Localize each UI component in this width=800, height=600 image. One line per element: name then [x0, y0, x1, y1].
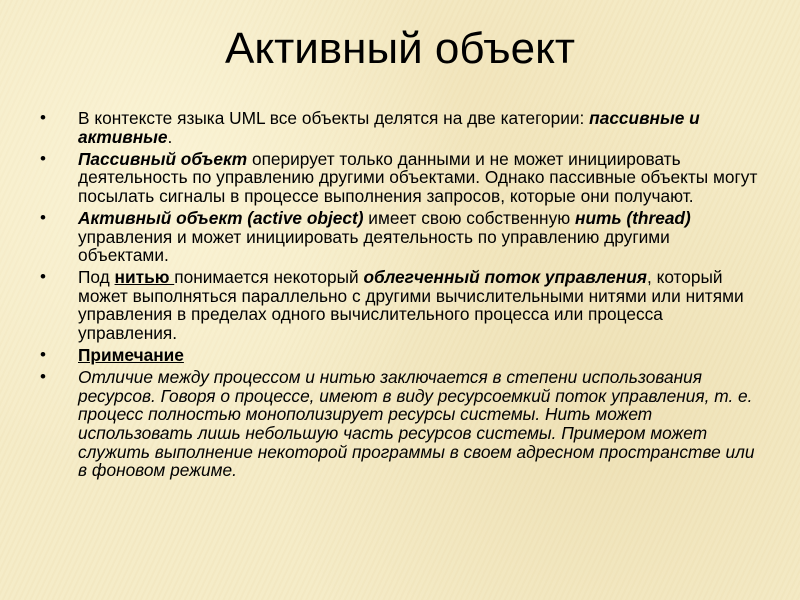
term-thread: нить (thread): [575, 207, 691, 228]
item-text: оперирует только данными и не может инициировать деятельность по управлению другими объектами. Однако пассивные объекты могут посылать сигналы в процессе выполнения запросов, которые они получают.: [78, 148, 758, 206]
slide-title: Активный объект: [224, 24, 575, 73]
item-text: , который может выполняться параллельно с другими вычислительными нитями или нитями управления в пределах одного вычислительного процесса или процесса управления.: [78, 267, 744, 344]
bullet-icon: •: [40, 345, 46, 365]
list-item-note-heading: [40, 346, 760, 365]
item-text: управления и может инициировать деятельность по управлению другими объектами.: [78, 226, 670, 266]
list-item-categories: [40, 109, 760, 146]
list-item-passive-object: [40, 150, 760, 206]
note-text: Отличие между процессом и нитью заключается в степени использования ресурсов. Говоря о процессе, имеют в виду ресурсоемкий поток управления, т. е. процесс полностью монополизирует ресурсы системы. Нить может использовать лишь небольшую часть ресурсов системы. Примером может служить выполнение некоторой программы в своем адресном пространстве или в фоновом режиме.: [78, 367, 755, 481]
emphasis-text: пассивные и активные: [78, 108, 700, 147]
term-passive-object: Пассивный объект: [78, 148, 248, 169]
bullet-list: [40, 109, 760, 483]
item-text: В контексте языка UML все объекты делятся на две категории:: [78, 108, 590, 128]
term-active-object: Активный объект (active object): [78, 207, 364, 228]
bullet-icon: •: [40, 367, 46, 387]
list-item-note-text: [40, 368, 760, 480]
item-text: Под: [78, 267, 115, 288]
bullet-icon: •: [40, 207, 46, 227]
term-lightweight-flow: облегченный поток управления: [363, 267, 647, 288]
bullet-icon: •: [40, 108, 46, 127]
term-thread-underlined: нитью: [114, 267, 175, 288]
list-item-thread-definition: [40, 268, 760, 342]
list-item-active-object: [40, 209, 760, 265]
item-text: .: [167, 126, 173, 147]
note-heading: Примечание: [78, 345, 184, 366]
item-text: понимается некоторый: [174, 267, 364, 288]
bullet-icon: •: [40, 267, 46, 287]
bullet-icon: •: [40, 148, 46, 168]
item-text: имеет свою собственную: [363, 207, 575, 228]
